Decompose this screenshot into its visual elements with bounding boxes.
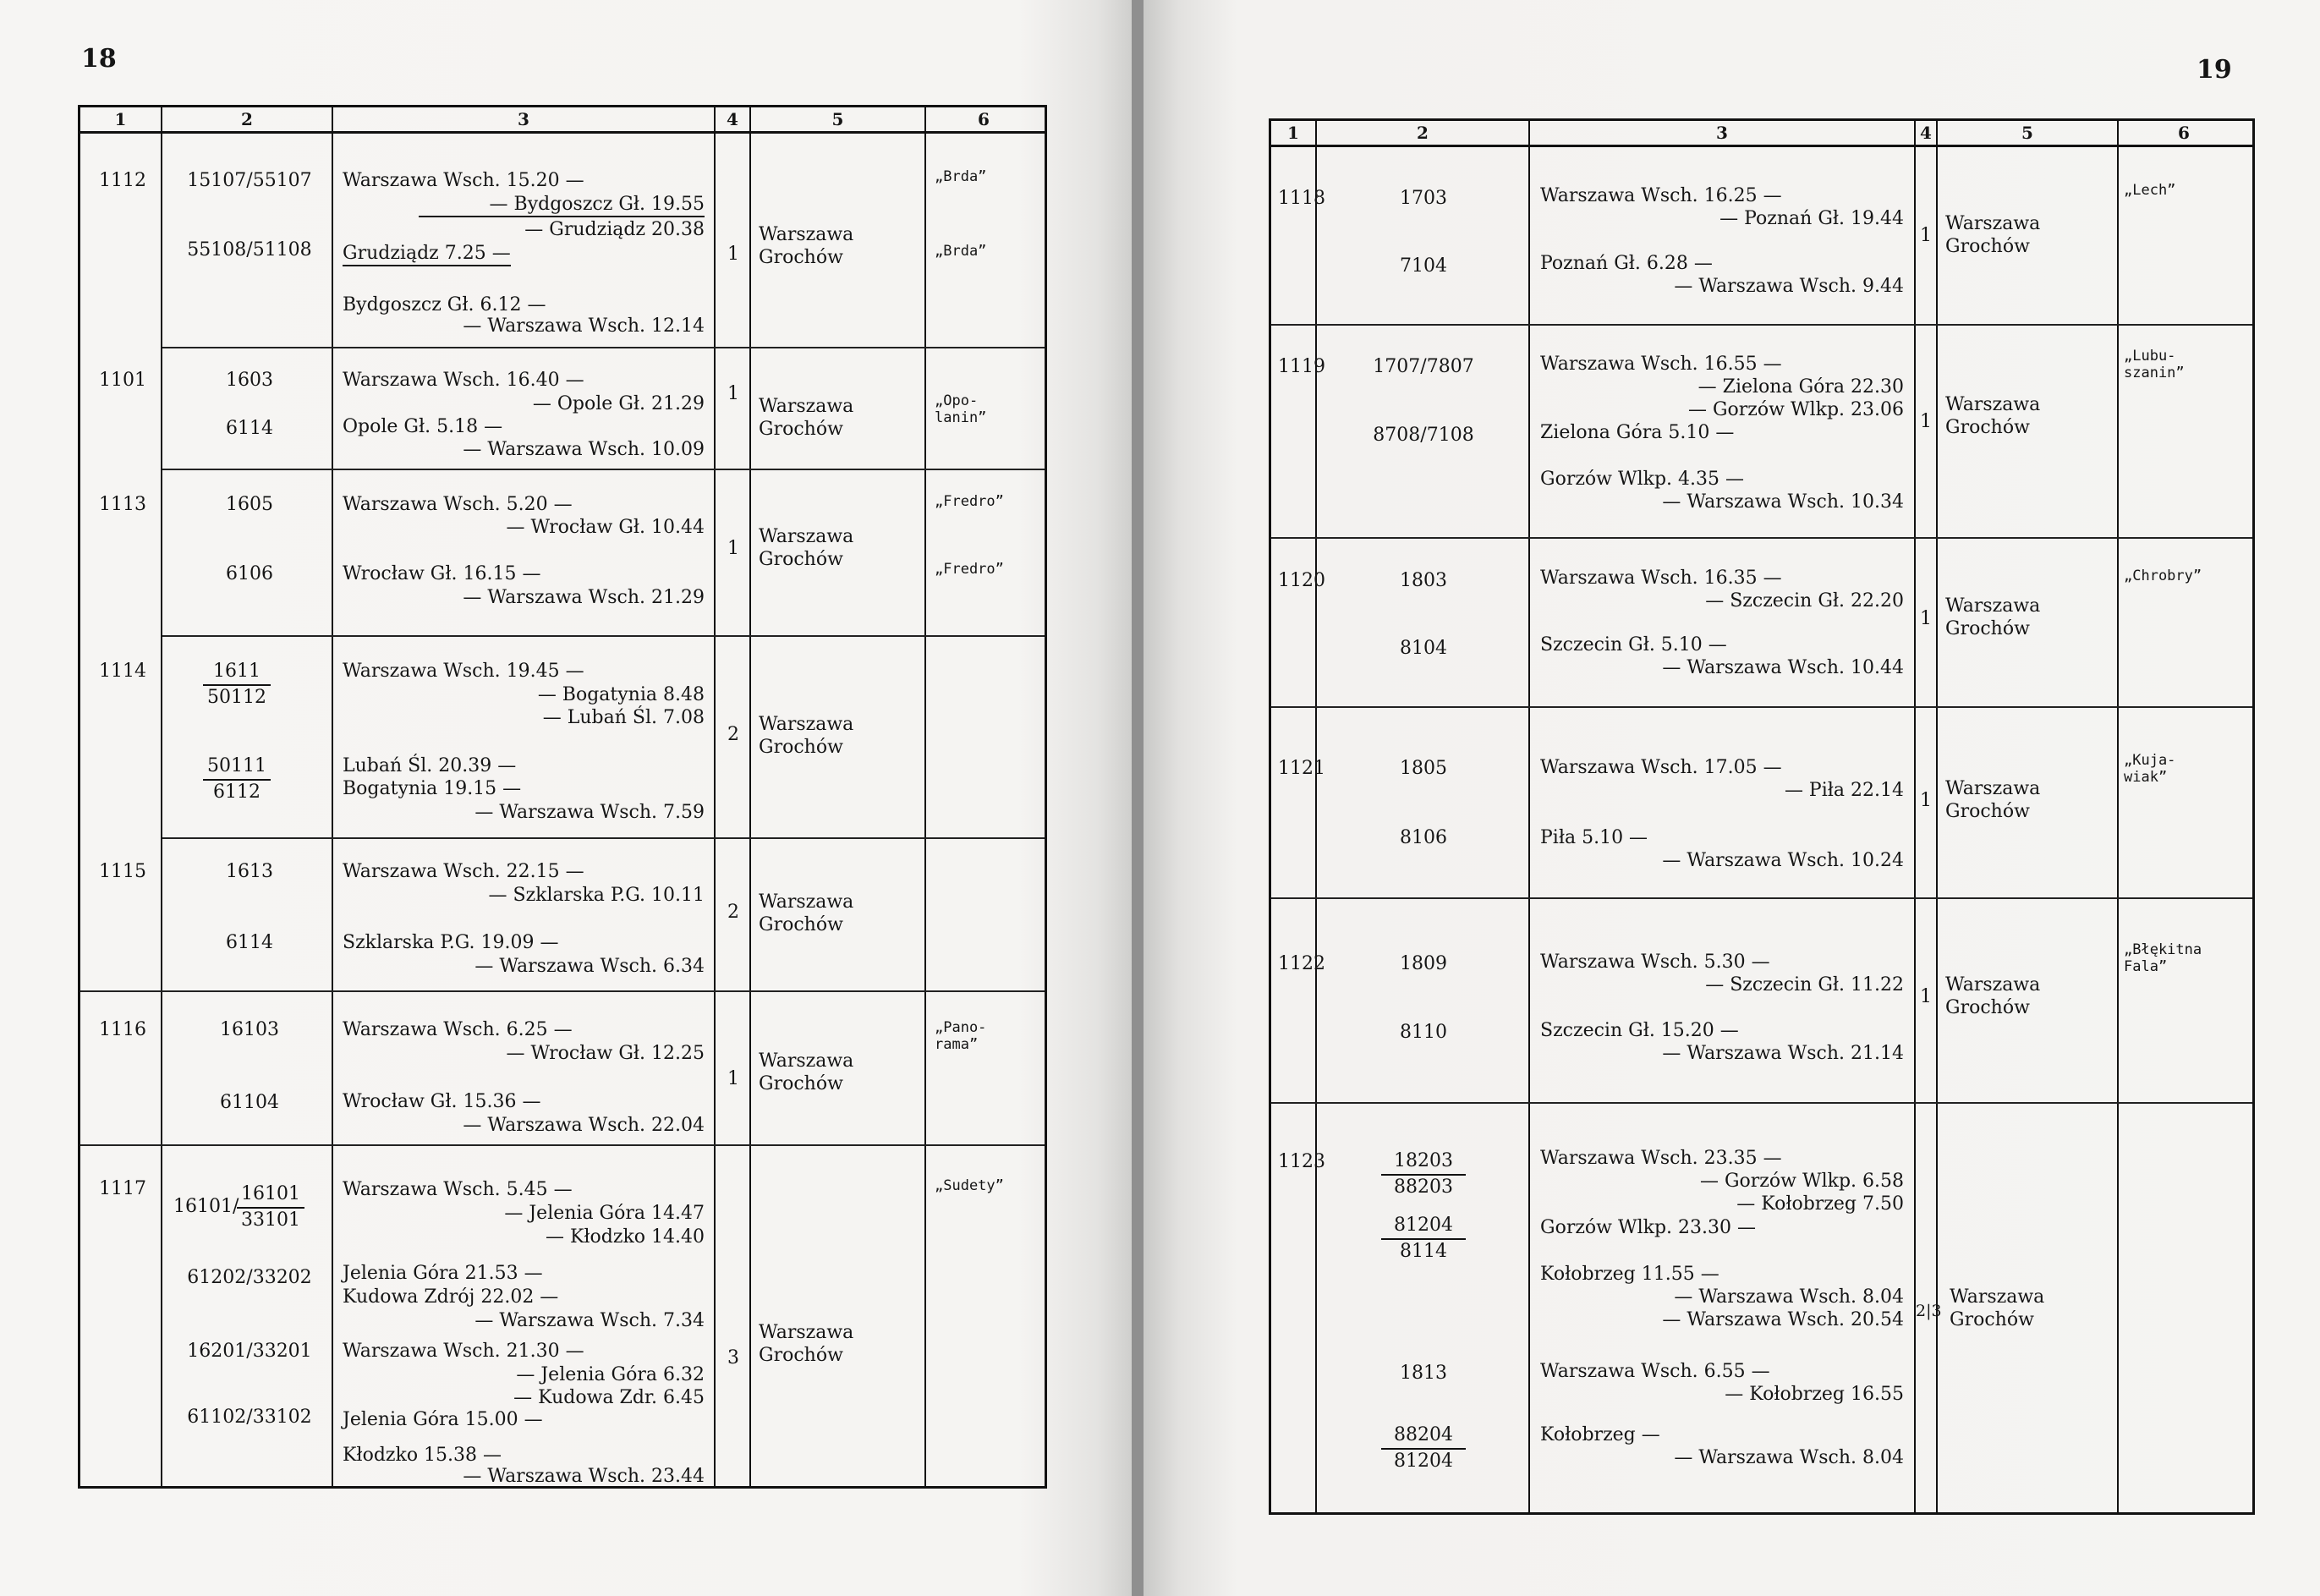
route-line: Warszawa Wsch. 5.30 — — [1540, 952, 1770, 973]
train-number: 1603 — [226, 370, 273, 391]
train-number: 1613 — [226, 861, 273, 882]
column-rule — [2117, 121, 2119, 1512]
train-name: „Chrobry” — [2124, 568, 2202, 584]
route-line: Warszawa Wsch. 23.35 — — [1540, 1148, 1782, 1169]
route-line: — Poznań Gł. 19.44 — [1719, 208, 1904, 229]
station: Warszawa Grochów — [759, 526, 854, 570]
route-line: Lubań Śl. 20.39 — — [343, 755, 517, 776]
route-line: — Warszawa Wsch. 20.54 — [1662, 1309, 1904, 1330]
train-number: 8104 — [1400, 638, 1447, 659]
train-name: „Kuja- wiak” — [2124, 752, 2176, 786]
route-line: Warszawa Wsch. 6.25 — — [343, 1019, 573, 1040]
route-line: — Szczecin Gł. 11.22 — [1705, 974, 1904, 995]
train-number: 1703 — [1400, 188, 1447, 209]
train-number: 88204 — [1394, 1424, 1453, 1445]
train-name: „Sudety” — [935, 1177, 1004, 1194]
right-page — [1144, 0, 2320, 1596]
train-number: 33101 — [237, 1207, 304, 1231]
route-line: Opole Gł. 5.18 — — [343, 416, 503, 437]
class-value: 1 — [727, 244, 739, 265]
route-line: Piła 5.10 — — [1540, 827, 1648, 848]
route-line: — Warszawa Wsch. 12.14 — [463, 315, 705, 337]
route-line: — Szczecin Gł. 22.20 — [1705, 590, 1904, 612]
row-divider — [162, 347, 1045, 348]
station: Warszawa Grochów — [1950, 1286, 2045, 1330]
train-number: 1707/7807 — [1373, 356, 1474, 377]
station: Warszawa Grochów — [759, 1050, 854, 1094]
route-line: Kołobrzeg — — [1540, 1424, 1660, 1445]
col-header-5: 5 — [2021, 123, 2033, 143]
class-value: 2 — [727, 724, 739, 745]
class-value: 2|3 — [1916, 1302, 1942, 1320]
row-id: 1118 — [1278, 188, 1325, 209]
route-line: — Warszawa Wsch. 9.44 — [1674, 276, 1904, 297]
route-line: Warszawa Wsch. 16.55 — — [1540, 354, 1782, 375]
row-id: 1101 — [99, 370, 146, 391]
row-divider — [162, 837, 1045, 839]
train-number: 1803 — [1400, 570, 1447, 591]
route-line: Bogatynia 19.15 — — [343, 778, 522, 799]
row-id: 1112 — [99, 170, 146, 191]
route-line: Wrocław Gł. 15.36 — — [343, 1091, 541, 1112]
column-rule — [749, 107, 751, 1486]
station: Warszawa Grochów — [1945, 778, 2041, 822]
page-number: 18 — [81, 44, 117, 74]
route-line: Kłodzko 15.38 — — [343, 1445, 502, 1466]
train-number: 61102/33102 — [187, 1407, 312, 1428]
col-header-4: 4 — [727, 109, 738, 129]
route-line: Warszawa Wsch. 16.25 — — [1540, 185, 1782, 206]
route-line: — Kołobrzeg 16.55 — [1725, 1384, 1904, 1405]
train-number: 81204 — [1381, 1448, 1466, 1473]
train-name: „Brda” — [935, 243, 987, 260]
train-number: 18203 — [1394, 1150, 1453, 1171]
route-line: — Wrocław Gł. 12.25 — [506, 1043, 705, 1064]
row-divider — [162, 635, 1045, 637]
class-value: 1 — [727, 383, 739, 404]
route-line: — Warszawa Wsch. 21.14 — [1662, 1043, 1904, 1064]
train-name: „Lech” — [2124, 182, 2176, 199]
row-divider — [162, 469, 1045, 470]
column-rule — [1528, 121, 1530, 1512]
row-id: 1123 — [1278, 1151, 1325, 1172]
station: Warszawa Grochów — [759, 891, 854, 935]
route-line: Warszawa Wsch. 16.40 — — [343, 370, 584, 391]
station: Warszawa Grochów — [759, 224, 854, 268]
class-value: 3 — [727, 1347, 739, 1368]
route-line: Warszawa Wsch. 5.45 — — [343, 1179, 573, 1200]
route-line: Szczecin Gł. 5.10 — — [1540, 634, 1727, 655]
route-line: Grudziądz 7.25 — — [343, 242, 511, 266]
route-line: — Warszawa Wsch. 10.09 — [463, 439, 705, 460]
route-line: Jelenia Góra 21.53 — — [343, 1263, 543, 1284]
route-line: Warszawa Wsch. 19.45 — — [343, 661, 584, 682]
class-value: 1 — [1920, 790, 1932, 811]
class-value: 1 — [1920, 608, 1932, 629]
route-line: Warszawa Wsch. 5.20 — — [343, 494, 573, 515]
train-number: 6114 — [226, 932, 273, 953]
col-header-1: 1 — [1287, 123, 1299, 143]
train-number: 6114 — [226, 418, 273, 439]
column-rule — [1315, 121, 1317, 1512]
route-line: — Bogatynia 8.48 — [537, 684, 705, 705]
route-line: — Wrocław Gł. 10.44 — [506, 517, 705, 538]
route-line: Kołobrzeg 11.55 — — [1540, 1264, 1719, 1285]
train-name: „Fredro” — [935, 493, 1004, 510]
station: Warszawa Grochów — [1945, 213, 2041, 257]
column-rule — [714, 107, 716, 1486]
row-id: 1116 — [99, 1019, 146, 1040]
col-header-2: 2 — [241, 109, 253, 129]
station: Warszawa Grochów — [759, 396, 854, 440]
route-line: Gorzów Wlkp. 4.35 — — [1540, 469, 1745, 490]
route-line: — Warszawa Wsch. 10.24 — [1662, 850, 1904, 871]
col-header-3: 3 — [518, 109, 529, 129]
route-line: Gorzów Wlkp. 23.30 — — [1540, 1217, 1757, 1238]
train-number: 1805 — [1400, 758, 1447, 779]
row-divider — [1271, 706, 2252, 708]
class-value: 1 — [1920, 411, 1932, 432]
station: Warszawa Grochów — [759, 1322, 854, 1366]
route-line: — Kołobrzeg 7.50 — [1736, 1193, 1904, 1215]
row-divider — [1271, 897, 2252, 899]
route-line: — Warszawa Wsch. 7.34 — [474, 1310, 705, 1331]
route-line: Szczecin Gł. 15.20 — — [1540, 1020, 1739, 1041]
route-line: — Warszawa Wsch. 7.59 — [474, 802, 705, 823]
train-number: 16101/ — [173, 1196, 239, 1217]
train-number: 7104 — [1400, 255, 1447, 277]
train-number: 61104 — [220, 1092, 279, 1113]
class-value: 1 — [727, 538, 739, 559]
train-number: 6106 — [226, 563, 273, 584]
class-value: 1 — [1920, 986, 1932, 1007]
route-line: — Szklarska P.G. 10.11 — [488, 885, 705, 906]
train-number: 88203 — [1381, 1174, 1466, 1198]
train-number: 8106 — [1400, 827, 1447, 848]
train-name: „Fredro” — [935, 561, 1004, 578]
route-line: Warszawa Wsch. 15.20 — — [343, 170, 584, 191]
train-number: 15107/55107 — [187, 170, 312, 191]
table-header — [1271, 121, 2252, 147]
train-number: 8110 — [1400, 1022, 1447, 1043]
route-line: Bydgoszcz Gł. 6.12 — — [343, 294, 546, 315]
train-number: 61202/33202 — [187, 1267, 312, 1288]
station: Warszawa Grochów — [1945, 974, 2041, 1018]
route-line: — Zielona Góra 22.30 — [1697, 376, 1904, 398]
column-rule — [332, 107, 333, 1486]
col-header-1: 1 — [114, 109, 127, 129]
train-number: 1813 — [1400, 1363, 1447, 1384]
row-id: 1120 — [1278, 570, 1325, 591]
train-name: „Błękitna Fala” — [2124, 941, 2202, 975]
route-line: — Warszawa Wsch. 8.04 — [1674, 1286, 1904, 1308]
timetable-right — [1269, 118, 2255, 1515]
train-number: 8114 — [1381, 1238, 1466, 1263]
route-line: — Gorzów Wlkp. 6.58 — [1699, 1171, 1904, 1192]
train-number: 16101 — [241, 1183, 300, 1204]
col-header-5: 5 — [831, 109, 844, 129]
route-line: — Gorzów Wlkp. 23.06 — [1687, 399, 1904, 420]
route-line: — Warszawa Wsch. 23.44 — [463, 1466, 705, 1487]
route-line: — Bydgoszcz Gł. 19.55 — [419, 193, 705, 217]
route-line: — Lubań Śl. 7.08 — [542, 707, 705, 728]
col-header-3: 3 — [1716, 123, 1728, 143]
train-number: 1605 — [226, 494, 273, 515]
row-id: 1117 — [99, 1178, 146, 1199]
row-divider — [80, 1144, 1045, 1146]
train-number: 1809 — [1400, 953, 1447, 974]
train-number: 8708/7108 — [1373, 425, 1474, 446]
route-line: Szklarska P.G. 19.09 — — [343, 932, 559, 953]
route-line: Warszawa Wsch. 16.35 — — [1540, 568, 1782, 589]
route-line: Wrocław Gł. 16.15 — — [343, 563, 541, 584]
column-rule — [924, 107, 926, 1486]
col-header-4: 4 — [1920, 123, 1932, 143]
class-value: 2 — [727, 902, 739, 923]
route-line: Poznań Gł. 6.28 — — [1540, 253, 1713, 274]
page-number: 19 — [2197, 55, 2232, 85]
station: Warszawa Grochów — [1945, 595, 2041, 639]
train-name: „Brda” — [935, 168, 987, 185]
col-header-6: 6 — [2178, 123, 2190, 143]
route-line: Warszawa Wsch. 6.55 — — [1540, 1361, 1770, 1382]
train-name: „Opo- lanin” — [935, 392, 987, 426]
timetable-left — [78, 105, 1047, 1489]
class-value: 1 — [1920, 225, 1932, 246]
route-line: Warszawa Wsch. 21.30 — — [343, 1341, 584, 1362]
route-line: — Jelenia Góra 14.47 — [504, 1203, 705, 1224]
row-id: 1119 — [1278, 356, 1325, 377]
route-line: — Jelenia Góra 6.32 — [516, 1364, 705, 1385]
column-rule — [161, 107, 162, 1486]
route-line: — Kudowa Zdr. 6.45 — [513, 1387, 705, 1408]
route-line: Warszawa Wsch. 17.05 — — [1540, 757, 1782, 778]
station: Warszawa Grochów — [1945, 394, 2041, 438]
row-id: 1113 — [99, 494, 146, 515]
route-line: — Warszawa Wsch. 22.04 — [463, 1115, 705, 1136]
train-number: 6112 — [203, 779, 271, 803]
row-id: 1115 — [99, 861, 146, 882]
class-value: 1 — [727, 1068, 739, 1089]
train-name: „Lubu- szanin” — [2124, 348, 2185, 381]
route-line: — Piła 22.14 — [1784, 780, 1904, 801]
route-line: — Warszawa Wsch. 8.04 — [1674, 1447, 1904, 1468]
route-line: — Warszawa Wsch. 10.34 — [1662, 491, 1904, 513]
table-header — [80, 107, 1045, 134]
route-line: Warszawa Wsch. 22.15 — — [343, 861, 584, 882]
route-line: — Warszawa Wsch. 21.29 — [463, 587, 705, 608]
row-id: 1121 — [1278, 758, 1325, 779]
left-page — [0, 0, 1132, 1596]
train-number: 50112 — [203, 684, 271, 709]
col-header-2: 2 — [1417, 123, 1429, 143]
row-divider — [1271, 324, 2252, 326]
row-id: 1114 — [99, 661, 146, 682]
route-line: — Kłodzko 14.40 — [545, 1226, 705, 1248]
train-number: 50111 — [207, 755, 266, 776]
train-name: „Pano- rama” — [935, 1019, 987, 1053]
train-number: 16201/33201 — [187, 1341, 312, 1362]
train-number: 81204 — [1394, 1215, 1453, 1236]
train-number: 16103 — [220, 1019, 279, 1040]
row-divider — [80, 990, 1045, 992]
row-divider — [1271, 1102, 2252, 1104]
route-line: — Grudziądz 20.38 — [524, 219, 705, 240]
route-line: — Warszawa Wsch. 10.44 — [1662, 657, 1904, 678]
row-id: 1122 — [1278, 953, 1325, 974]
route-line: Jelenia Góra 15.00 — — [343, 1409, 543, 1430]
route-line: Zielona Góra 5.10 — — [1540, 422, 1735, 443]
col-header-6: 6 — [978, 109, 990, 129]
station: Warszawa Grochów — [759, 714, 854, 758]
route-line: — Warszawa Wsch. 6.34 — [474, 956, 705, 977]
route-line: Kudowa Zdrój 22.02 — — [343, 1286, 559, 1308]
route-line: — Opole Gł. 21.29 — [532, 393, 705, 414]
train-number: 1611 — [213, 661, 261, 682]
train-number: 55108/51108 — [187, 239, 312, 261]
row-divider — [1271, 537, 2252, 539]
